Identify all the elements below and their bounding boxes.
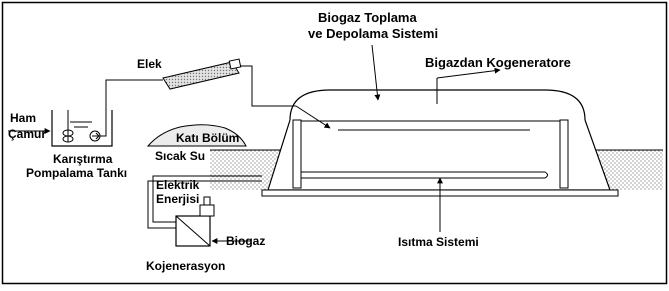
- mixing-tank: [52, 80, 163, 146]
- pump-to-screen-pipe: [100, 80, 163, 136]
- biogaz-toplama-label-2: ve Depolama Sistemi: [308, 26, 439, 41]
- kojenerasyon-label: Kojenerasyon: [146, 259, 226, 273]
- biogaz-label: Biogaz: [226, 234, 266, 248]
- left-post: [293, 120, 301, 188]
- screen-outlet: [229, 59, 240, 69]
- cogeneration-exhaust: [204, 197, 210, 205]
- elek-label: Elek: [137, 57, 162, 71]
- mixing-tank-body: [52, 110, 112, 146]
- gas-out-arrow: [437, 70, 500, 78]
- ham-label: Ham: [10, 111, 37, 125]
- elektrik-label: Elektrik: [156, 178, 200, 192]
- screen-to-digester-pipe: [240, 66, 296, 106]
- karistirma-label: Karıştırma: [53, 152, 113, 166]
- pompalama-tanki-label: Pompalama Tankı: [26, 166, 128, 180]
- bigazdan-kogeneratore-label: Bigazdan Kogeneratore: [425, 55, 571, 70]
- enerjisi-label: Enerjisi: [156, 192, 200, 206]
- biogaz-toplama-label-1: Biogaz Toplama: [318, 10, 417, 25]
- screen-mesh: [163, 62, 239, 89]
- camur-label: Çamur: [8, 127, 47, 141]
- screen-elek: [163, 59, 241, 89]
- sicak-su-label: Sıcak Su: [155, 149, 206, 163]
- cogeneration-top-block: [200, 205, 214, 216]
- isitma-sistemi-label: Isıtma Sistemi: [398, 235, 479, 249]
- right-post: [560, 120, 568, 188]
- kati-bolum-label: Katı Bölüm: [176, 131, 240, 145]
